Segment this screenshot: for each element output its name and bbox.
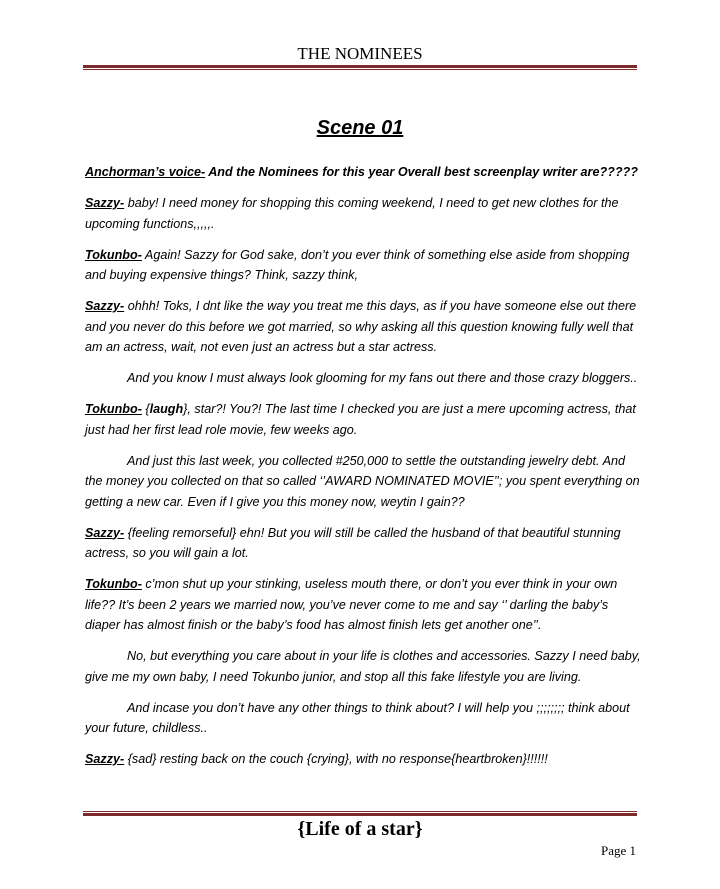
dialogue-text: And incase you don’t have any other things to think about? I will help you ;;;;;;;; think about your future, childless..	[85, 700, 630, 735]
dialogue-text: And you know I must always look glooming for my fans out there and those crazy bloggers..	[127, 371, 638, 385]
continuation-paragraph	[85, 451, 645, 513]
page-header-title: THE NOMINEES	[297, 44, 423, 63]
scene-title: Scene 01	[316, 117, 404, 139]
page-number: Page 1	[600, 843, 636, 858]
dialogue-text: c’mon shut up your stinking, useless mouth there, or don’t you ever think in your own life?? It’s been 2 years we married now, you’ve never come to me and say ‘’ darling the baby’s diaper has almost finish or the baby’s food has almost finish lets get another one’’.	[85, 577, 618, 632]
dialogue-paragraph	[85, 523, 645, 564]
speaker-name: Tokunbo-	[85, 577, 142, 591]
continuation-paragraph	[85, 368, 645, 389]
dialogue-paragraph	[85, 193, 645, 234]
dialogue-text: ohhh! Toks, I dnt like the way you treat me this days, as if you have someone else out there and you never do this before we got married, so why asking all this question knowing fully well that am an actress, wait, not even just an actress but a star actress.	[85, 299, 637, 354]
speaker-name: Sazzy-	[85, 525, 125, 540]
speaker-name: Tokunbo-	[85, 402, 142, 416]
footer-title: {Life of a star}	[297, 818, 423, 840]
dialogue-paragraph	[85, 399, 645, 440]
dialogue-paragraph	[85, 749, 645, 770]
dialogue-paragraph	[85, 245, 645, 286]
speaker-name: Tokunbo-	[85, 247, 142, 262]
dialogue-text: And the Nominees for this year Overall best screenplay writer are?????	[205, 165, 638, 179]
speaker-name: Anchorman’s voice-	[85, 165, 206, 179]
footer-rule	[83, 811, 637, 816]
dialogue-text: baby! I need money for shopping this coming weekend, I need to get new clothes for the upcoming functions,,,,,.	[85, 196, 619, 231]
dialogue-paragraph	[85, 296, 645, 358]
dialogue-text: {feeling remorseful} ehn! But you will still be called the husband of that beautiful stunning actress, so you will gain a lot.	[85, 525, 621, 560]
header-rule	[83, 65, 637, 70]
continuation-paragraph	[85, 698, 645, 739]
dialogue-text: And just this last week, you collected #250,000 to settle the outstanding jewelry debt. And the money you collected on that so called ‘’AWARD NOMINATED MOVIE’’; you spent everything on getting a new car. Even if I give you this money now, weytin I gain??	[85, 453, 640, 509]
speaker-name: Sazzy-	[85, 196, 125, 210]
speaker-name: Sazzy-	[85, 299, 125, 313]
script-body	[85, 162, 645, 780]
dialogue-paragraph	[85, 162, 645, 183]
stage-direction: laugh	[149, 402, 184, 416]
continuation-paragraph	[85, 646, 645, 687]
dialogue-paragraph	[85, 574, 645, 636]
dialogue-text: Again! Sazzy for God sake, don’t you ever think of something else aside from shopping and buying expensive things? Think, sazzy think,	[85, 247, 630, 282]
dialogue-text: {sad} resting back on the couch {crying}, with no response{heartbroken}!!!!!!	[124, 752, 548, 766]
stage-direction-open: {	[141, 402, 150, 416]
speaker-name: Sazzy-	[85, 752, 125, 766]
dialogue-text: }, star?! You?! The last time I checked you are just a mere upcoming actress, that just had her first lead role movie, few weeks ago.	[85, 402, 636, 437]
dialogue-text: No, but everything you care about in your life is clothes and accessories. Sazzy I need baby, give me my own baby, I need Tokunbo junior, and stop all this fake lifestyle you are living.	[85, 649, 641, 684]
